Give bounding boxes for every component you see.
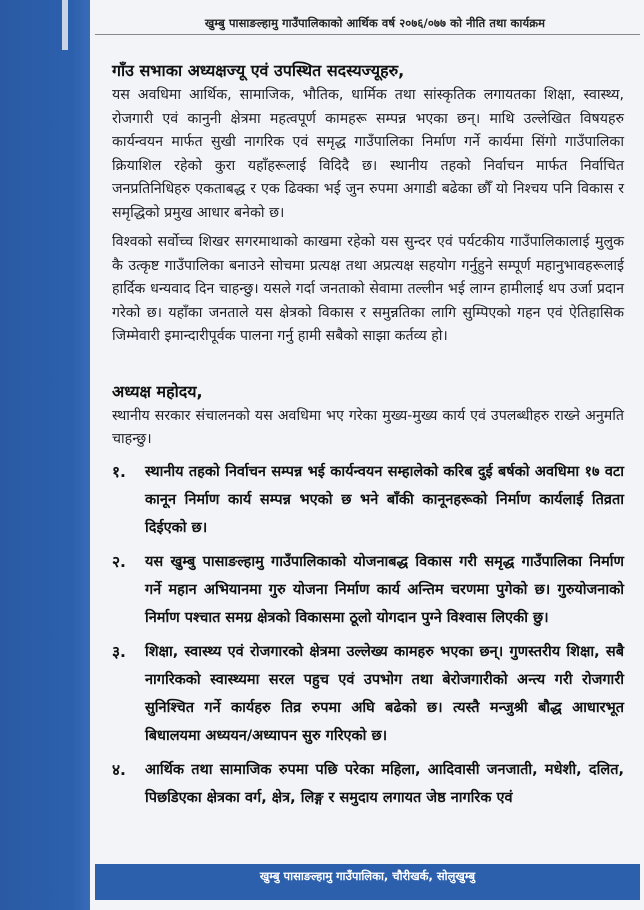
list-item-text: शिक्षा, स्वास्थ्य एवं रोजगारको क्षेत्रमा उल्लेख्य कामहरु भएका छन्। गुणस्तरीय शिक्षा, सबै नागरिकको स्वास्थ्यमा सरल पहुच एवं उपभोग तथा बेरोजगारीको अन्त्य गरी रोजगारी सुनिश्चित गर्ने कार्यहरु तिव्र रुपमा अघि बढेको छ। त्यस्तै मन्जुश्री बौद्ध आधारभूत बिधालयमा अध्ययन/अध्यापन सुरु गरिएको छ। xyxy=(145,643,624,744)
list-item xyxy=(112,756,624,812)
paragraph-gratitude: विश्वको सर्वोच्च शिखर सगरमाथाको काखमा रहेको यस सुन्दर एवं पर्यटकीय गाउँपालिकालाई मुलुक कै उत्कृष्ट गाउँपालिका बनाउने सोचमा प्रत्यक्ष तथा अप्रत्यक्ष सहयोग गर्नुहुने सम्पूर्ण महानुभावहरूलाई हार्दिक धन्यवाद दिन चाहन्छु। यसले गर्दा जनताको सेवामा तल्लीन भई लाग्न हामीलाई थप उर्जा प्रदान गरेको छ। यहाँका जनताले यस क्षेत्रको विकास र समुन्नतिका लागि सुम्पिएको गहन एवं ऐतिहासिक जिम्मेवारी इमान्दारीपूर्वक पालना गर्नु हामी सबैको साझा कर्तव्य हो। xyxy=(112,234,624,344)
section-heading-greeting: गाँउ सभाका अध्यक्षज्यू एवं उपस्थित सदस्यज्यूहरु, xyxy=(112,61,405,80)
binding-edge xyxy=(62,0,68,50)
list-item-number: २. xyxy=(112,552,126,571)
achievements-list xyxy=(112,458,624,812)
page-header: खुम्बु पासाङल्हामु गाउँपालिकाको आर्थिक वर्ष २०७६/०७७ को नीति तथा कार्यक्रम xyxy=(204,16,546,30)
document-body xyxy=(112,58,624,818)
list-item-number: ४. xyxy=(112,760,126,779)
left-blue-border xyxy=(0,0,90,910)
page-footer: खुम्बु पासाङल्हामु गाउँपालिका, चौरीखर्क, सोलुखुम्बु xyxy=(259,869,476,883)
list-item-number: १. xyxy=(112,462,126,481)
list-item-text: स्थानीय तहको निर्वाचन सम्पन्न भई कार्यन्वयन सम्हालेको करिब दुई बर्षको अवधिमा १७ वटा कानून निर्माण कार्य सम्पन्न भएको छ भने बाँकी कानूनहरूको निर्माण कार्यलाई तिव्रता दिईएको छ। xyxy=(145,463,624,536)
list-item-text: आर्थिक तथा सामाजिक रुपमा पछि परेका महिला, आदिवासी जनजाती, मधेशी, दलित, पिछडिएका क्षेत्रका वर्ग, क्षेत्र, लिङ्ग र समुदाय लगायत जेष्ठ नागरिक एवं xyxy=(145,761,624,806)
list-item-text: यस खुम्बु पासाङल्हामु गाउँपालिकाको योजनाबद्ध विकास गरी समृद्ध गाउँपालिका निर्माण गर्ने महान अभियानमा गुरु योजना निर्माण कार्य अन्तिम चरणमा पुगेको छ। गुरुयोजनाको निर्माण पश्चात समग्र क्षेत्रको विकासमा ठूलो योगदान पुग्ने विश्वास लिएकी छु। xyxy=(145,553,624,626)
list-item-number: ३. xyxy=(112,642,126,661)
header-divider xyxy=(95,34,640,35)
list-item xyxy=(112,458,624,542)
paragraph-intro: यस अवधिमा आर्थिक, सामाजिक, भौतिक, धार्मिक तथा सांस्कृतिक लगायतका शिक्षा, स्वास्थ्य, रोजगारी एवं कानुनी क्षेत्रमा महत्वपूर्ण कामहरू सम्पन्न भएका छन्। माथि उल्लेखित विषयहरु कार्यन्वयन मार्फत सुखी नागरिक एवं समृद्ध गाउँपालिका निर्माण गर्ने कार्यमा सिंगो गाउँपालिका क्रियाशिल रहेको कुरा यहाँहरूलाई विदिदै छ। स्थानीय तहको निर्वाचन मार्फत निर्वाचित जनप्रतिनिधिहरु एकताबद्ध र एक ढिक्का भई जुन रुपमा अगाडी बढेका छौँ यो निश्चय पनि विकास र समृद्धिको प्रमुख आधार बनेको छ। xyxy=(112,87,624,221)
list-item xyxy=(112,548,624,632)
section-heading-chair: अध्यक्ष महोदय, xyxy=(112,381,203,401)
list-item xyxy=(112,638,624,750)
paragraph-achievements-intro: स्थानीय सरकार संचालनको यस अवधिमा भए गरेका मुख्य-मुख्य कार्य एवं उपलब्धीहरु राख्ने अनुमति चाहन्छु। xyxy=(112,407,624,447)
